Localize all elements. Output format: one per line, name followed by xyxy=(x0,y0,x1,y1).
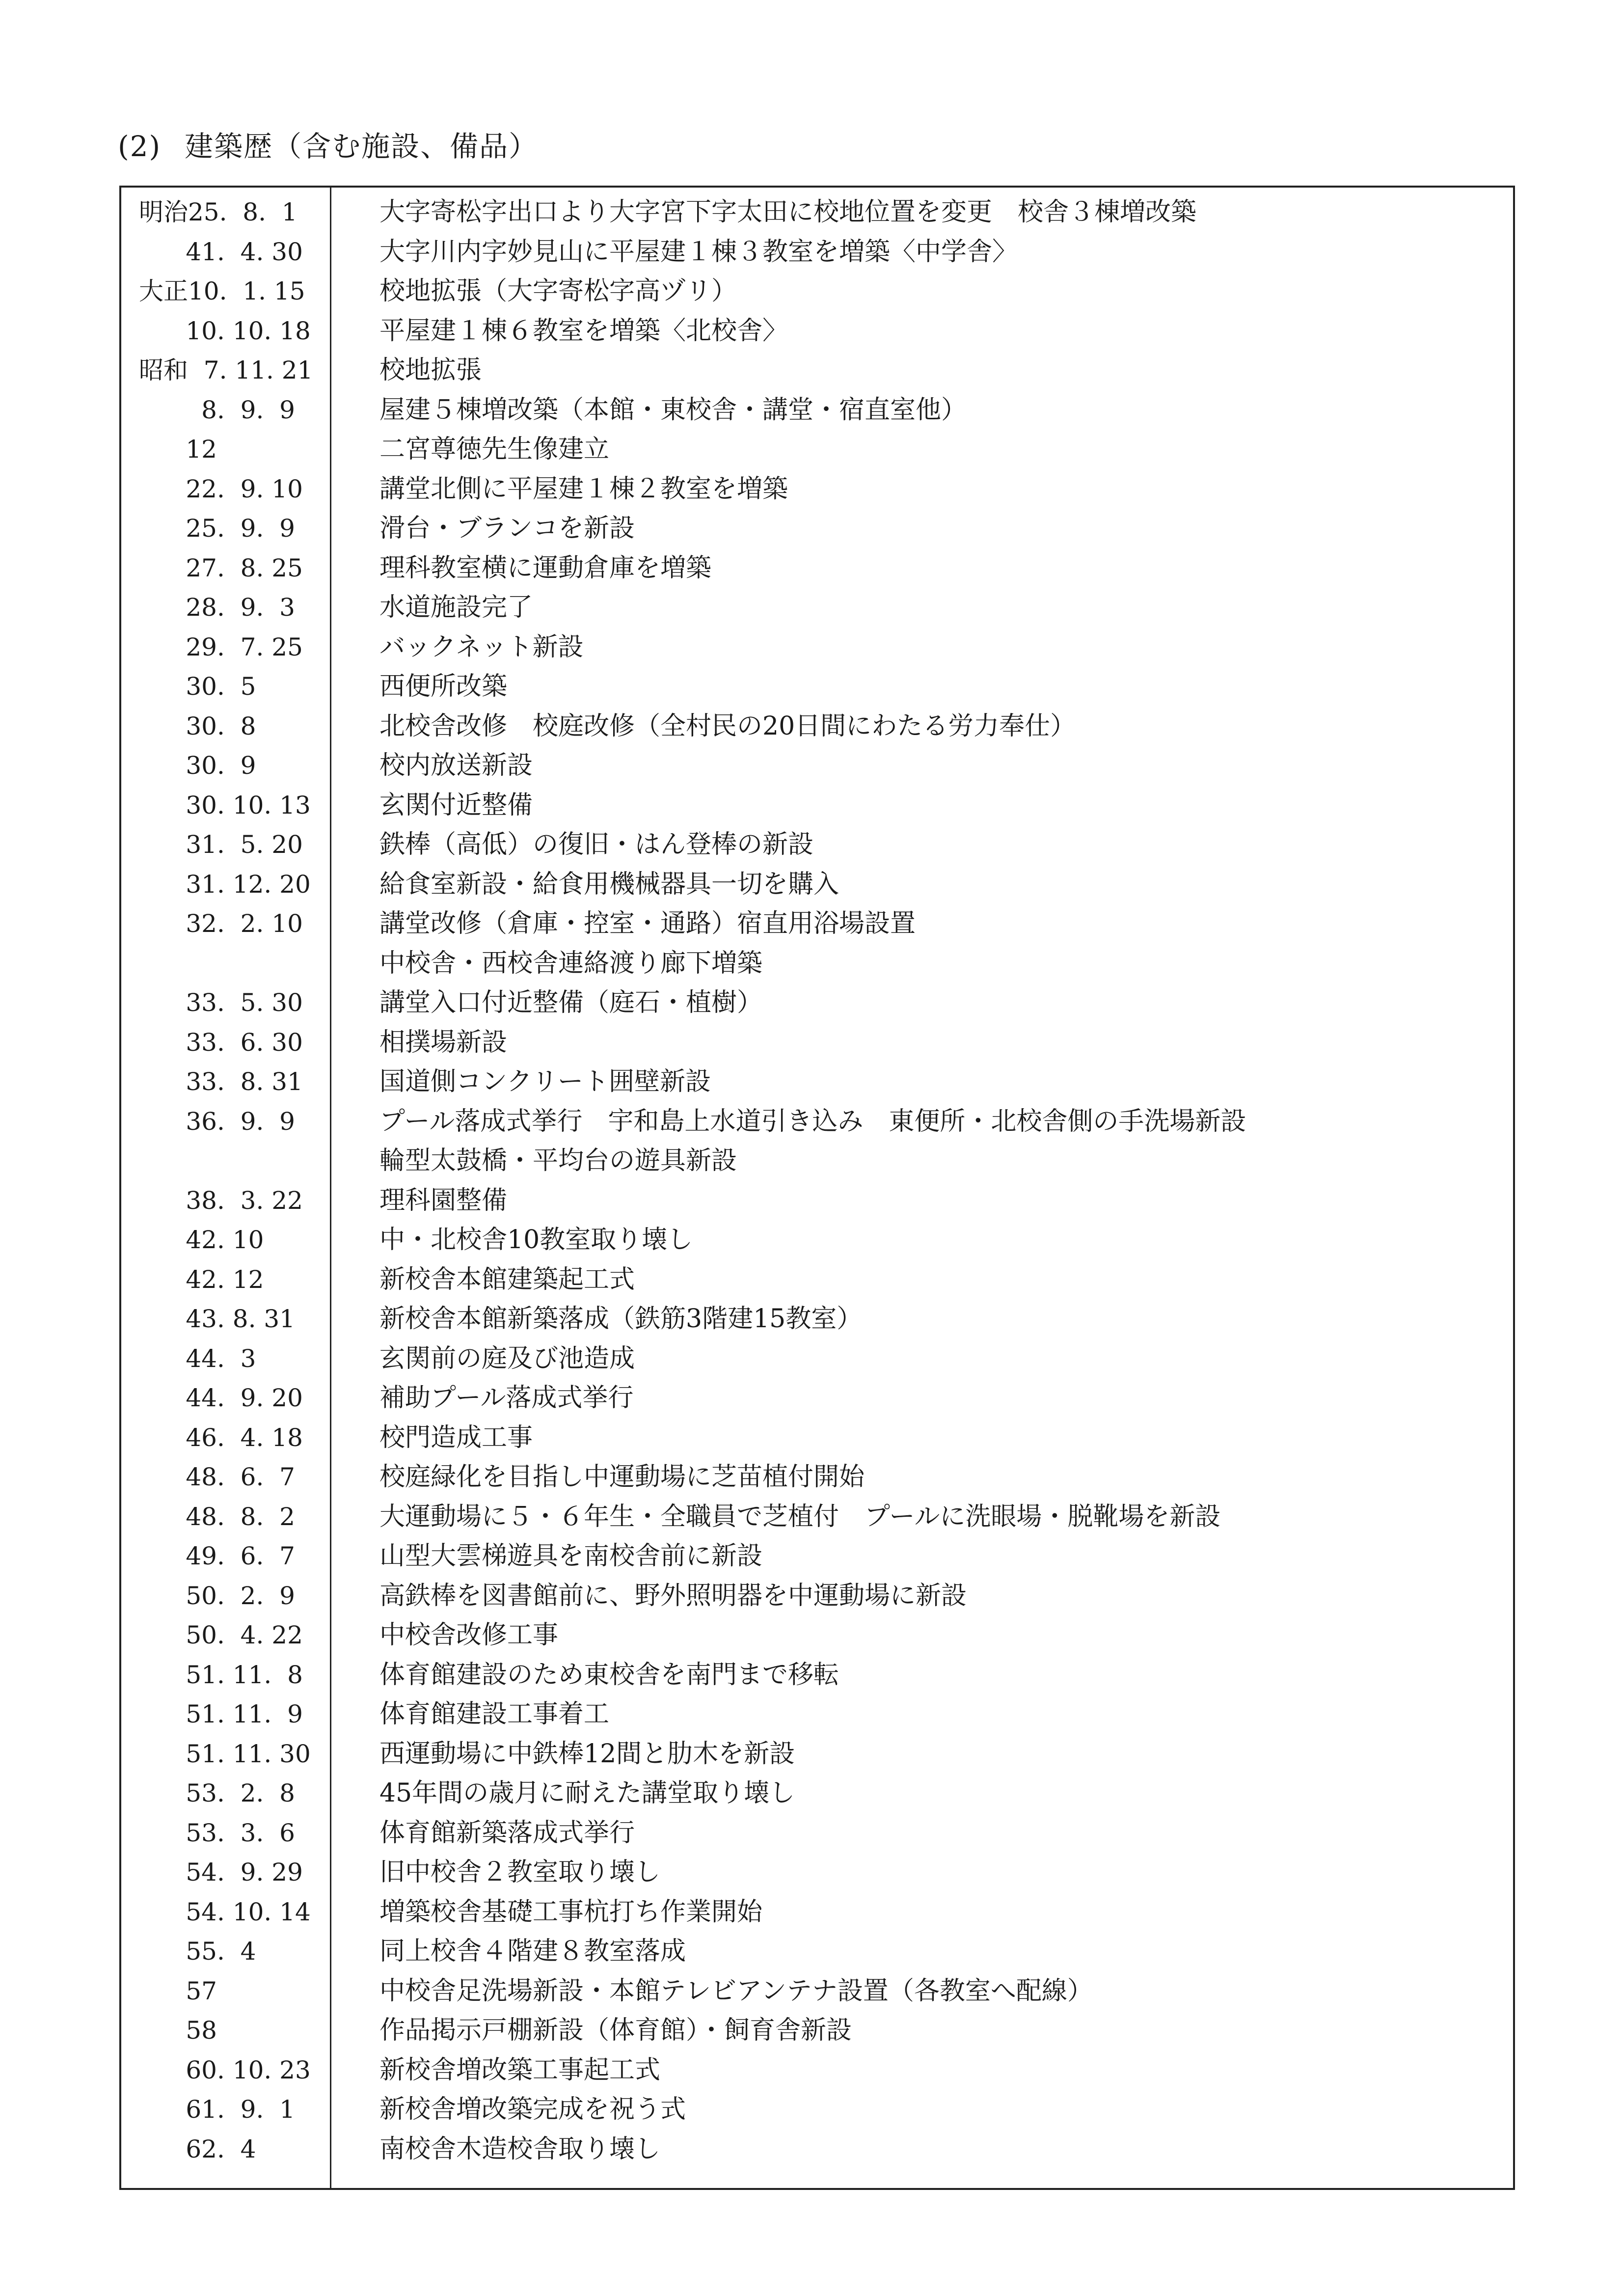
row-date: 54. 9. 29 xyxy=(139,1858,303,1886)
row-description: 体育館建設のため東校舎を南門まで移転 xyxy=(379,1660,839,1690)
row-description: 玄関前の庭及び池造成 xyxy=(379,1343,635,1373)
row-date: 53. 2. 8 xyxy=(139,1779,295,1807)
row-description: 校地拡張（大字寄松字高ヅリ） xyxy=(379,276,737,306)
row-date: 32. 2. 10 xyxy=(139,909,303,938)
section-heading xyxy=(118,127,538,166)
row-description: 理科教室横に運動倉庫を増築 xyxy=(379,553,712,583)
table-row xyxy=(119,825,1515,865)
row-date: 31. 5. 20 xyxy=(139,830,303,859)
table-row xyxy=(119,1655,1515,1695)
table-row xyxy=(119,2050,1515,2090)
row-description: 南校舎木造校舎取り壊し xyxy=(379,2134,661,2164)
table-row xyxy=(119,1023,1515,1063)
row-date: 60. 10. 23 xyxy=(139,2055,311,2084)
row-description: 中校舎改修工事 xyxy=(379,1620,559,1650)
table-row xyxy=(119,865,1515,904)
row-date: 30. 5 xyxy=(139,672,256,701)
row-description: 相撲場新設 xyxy=(379,1027,508,1057)
table-row xyxy=(119,1774,1515,1813)
row-description: 高鉄棒を図書館前に、野外照明器を中運動場に新設 xyxy=(379,1581,967,1611)
row-date: 61. 9. 1 xyxy=(139,2095,295,2124)
table-row xyxy=(119,983,1515,1023)
table-row xyxy=(119,311,1515,351)
table-row xyxy=(119,1734,1515,1774)
row-description: プール落成式挙行 宇和島上水道引き込み 東便所・北校舎側の手洗場新設 xyxy=(379,1106,1246,1136)
table-row xyxy=(119,1971,1515,2011)
row-date: 51. 11. 8 xyxy=(139,1660,303,1689)
row-date: 51. 11. 9 xyxy=(139,1700,303,1728)
row-description: バックネット新設 xyxy=(379,632,584,662)
table-row xyxy=(119,786,1515,825)
row-description: 大字川内字妙見山に平屋建１棟３教室を増築〈中学舎〉 xyxy=(379,237,1018,267)
row-description: 理科園整備 xyxy=(379,1185,508,1215)
row-description: 新校舎本館建築起工式 xyxy=(379,1264,635,1294)
table-row xyxy=(119,272,1515,311)
table-row xyxy=(119,707,1515,746)
row-date: 33. 8. 31 xyxy=(139,1067,303,1096)
table-row xyxy=(119,1181,1515,1221)
row-description: 鉄棒（高低）の復旧・はん登棒の新設 xyxy=(379,830,814,859)
table-row xyxy=(119,1695,1515,1734)
table-row xyxy=(119,1260,1515,1300)
row-date: 49. 6. 7 xyxy=(139,1542,295,1570)
table-row xyxy=(119,1615,1515,1655)
row-description: 大運動場に５・６年生・全職員で芝植付 プールに洗眼場・脱靴場を新設 xyxy=(379,1502,1221,1531)
row-description: 中・北校舎10教室取り壊し xyxy=(379,1225,693,1255)
row-description: 補助プール落成式挙行 xyxy=(379,1383,634,1413)
row-description: 中校舎・西校舎連絡渡り廊下増築 xyxy=(379,948,763,978)
row-description: 西便所改築 xyxy=(379,672,508,701)
table-row xyxy=(119,351,1515,390)
row-description: 西運動場に中鉄棒12間と肋木を新設 xyxy=(379,1739,795,1769)
table-row xyxy=(119,469,1515,509)
row-date: 31. 12. 20 xyxy=(139,870,311,899)
row-date: 昭和 7. 11. 21 xyxy=(139,356,313,384)
row-date: 30. 9 xyxy=(139,751,256,780)
row-date: 48. 8. 2 xyxy=(139,1502,295,1531)
row-description: 講堂改修（倉庫・控室・通路）宿直用浴場設置 xyxy=(379,909,916,938)
table-row xyxy=(119,944,1515,984)
row-date: 36. 9. 9 xyxy=(139,1107,295,1136)
row-description: 旧中校舎２教室取り壊し xyxy=(379,1858,661,1887)
row-date: 38. 3. 22 xyxy=(139,1186,303,1215)
table-row xyxy=(119,509,1515,548)
table-row xyxy=(119,1418,1515,1458)
row-description: 45年間の歳月に耐えた講堂取り壊し xyxy=(379,1778,795,1808)
table-row xyxy=(119,1457,1515,1497)
row-date: 25. 9. 9 xyxy=(139,514,295,543)
row-description: 校内放送新設 xyxy=(379,751,533,780)
table-row xyxy=(119,1062,1515,1102)
row-description: 新校舎増改築工事起工式 xyxy=(379,2055,661,2085)
row-description: 増築校舎基礎工事杭打ち作業開始 xyxy=(379,1897,763,1927)
row-date: 29. 7. 25 xyxy=(139,632,303,661)
table-row xyxy=(119,588,1515,628)
row-date: 33. 5. 30 xyxy=(139,988,303,1017)
table-row xyxy=(119,667,1515,707)
row-date: 27. 8. 25 xyxy=(139,553,303,582)
table-row xyxy=(119,628,1515,667)
row-description: 校庭緑化を目指し中運動場に芝苗植付開始 xyxy=(379,1462,865,1492)
row-date: 50. 4. 22 xyxy=(139,1621,303,1649)
row-description: 輪型太鼓橋・平均台の遊具新設 xyxy=(379,1146,737,1175)
table-row xyxy=(119,1932,1515,1971)
row-description: 屋建５棟増改築（本館・東校舎・講堂・宿直室他） xyxy=(379,395,967,425)
table-row xyxy=(119,1576,1515,1616)
row-date: 30. 10. 13 xyxy=(139,791,311,820)
row-description: 国道側コンクリート囲壁新設 xyxy=(379,1067,711,1096)
table-row xyxy=(119,1378,1515,1418)
row-date: 51. 11. 30 xyxy=(139,1739,311,1768)
table-row xyxy=(119,232,1515,272)
row-description: 作品掲示戸棚新設（体育館）・飼育舎新設 xyxy=(379,2016,852,2045)
row-description: 体育館建設工事着工 xyxy=(379,1699,610,1729)
table-row xyxy=(119,1141,1515,1181)
row-description: 新校舎本館新築落成（鉄筋3階建15教室） xyxy=(379,1304,863,1334)
row-description: 北校舎改修 校庭改修（全村民の20日間にわたる労力奉仕） xyxy=(379,711,1076,741)
row-description: 新校舎増改築完成を祝う式 xyxy=(379,2095,686,2124)
row-date: 57 xyxy=(139,1976,217,2005)
row-description: 同上校舎４階建８教室落成 xyxy=(379,1937,686,1966)
table-row xyxy=(119,2090,1515,2130)
row-description: 山型大雲梯遊具を南校舎前に新設 xyxy=(379,1541,763,1571)
table-row xyxy=(119,390,1515,430)
table-row xyxy=(119,2130,1515,2169)
row-date: 44. 9. 20 xyxy=(139,1384,303,1412)
row-date: 22. 9. 10 xyxy=(139,474,303,503)
row-date: 62. 4 xyxy=(139,2134,256,2163)
row-date: 48. 6. 7 xyxy=(139,1463,295,1491)
table-row xyxy=(119,1853,1515,1892)
row-date: 50. 2. 9 xyxy=(139,1581,295,1610)
history-table-rows xyxy=(119,192,1515,2169)
row-description: 玄関付近整備 xyxy=(379,790,533,820)
row-date: 58 xyxy=(139,2016,217,2045)
row-date: 10. 10. 18 xyxy=(139,316,311,345)
row-date: 41. 4. 30 xyxy=(139,237,303,266)
row-date: 46. 4. 18 xyxy=(139,1423,303,1452)
table-row xyxy=(119,1497,1515,1537)
row-description: 水道施設完了 xyxy=(379,593,533,622)
row-description: 体育館新築落成式挙行 xyxy=(379,1818,635,1848)
row-description: 滑台・ブランコを新設 xyxy=(379,514,635,543)
row-description: 二宮尊徳先生像建立 xyxy=(379,435,610,464)
row-date: 8. 9. 9 xyxy=(139,395,295,424)
row-description: 校地拡張 xyxy=(379,355,482,385)
table-row xyxy=(119,430,1515,469)
row-date: 明治25. 8. 1 xyxy=(139,198,298,226)
table-row xyxy=(119,548,1515,588)
table-row xyxy=(119,1339,1515,1379)
table-row xyxy=(119,1220,1515,1260)
row-date: 42. 10 xyxy=(139,1226,264,1254)
row-date: 30. 8 xyxy=(139,711,256,740)
table-row xyxy=(119,1813,1515,1853)
row-date: 44. 3 xyxy=(139,1344,256,1373)
row-description: 中校舎足洗場新設・本館テレビアンテナ設置（各教室へ配線） xyxy=(379,1976,1093,2006)
table-row xyxy=(119,1299,1515,1339)
row-date: 33. 6. 30 xyxy=(139,1028,303,1057)
row-date: 大正10. 1. 15 xyxy=(139,277,305,305)
table-row xyxy=(119,1892,1515,1932)
table-row xyxy=(119,192,1515,232)
row-date: 54. 10. 14 xyxy=(139,1897,311,1926)
row-description: 校門造成工事 xyxy=(379,1422,533,1452)
row-description: 大字寄松字出口より大字宮下字太田に校地位置を変更 校舎３棟増改築 xyxy=(379,197,1197,227)
table-row xyxy=(119,1536,1515,1576)
table-row xyxy=(119,746,1515,786)
row-date: 55. 4 xyxy=(139,1937,256,1966)
row-date: 53. 3. 6 xyxy=(139,1818,295,1847)
section-title: 建築歴（含む施設、備品） xyxy=(185,130,539,163)
row-date: 12 xyxy=(139,435,217,464)
table-row xyxy=(119,904,1515,944)
row-description: 平屋建１棟６教室を増築〈北校舎〉 xyxy=(379,316,788,346)
row-date: 42. 12 xyxy=(139,1265,264,1294)
section-number: (2) xyxy=(118,130,162,163)
table-row xyxy=(119,2011,1515,2050)
row-date: 43. 8. 31 xyxy=(139,1305,295,1333)
row-description: 講堂入口付近整備（庭石・植樹） xyxy=(379,988,763,1017)
row-date: 28. 9. 3 xyxy=(139,593,295,622)
table-row xyxy=(119,1102,1515,1142)
row-description: 講堂北側に平屋建１棟２教室を増築 xyxy=(379,474,788,504)
row-description: 給食室新設・給食用機械器具一切を購入 xyxy=(379,869,839,899)
